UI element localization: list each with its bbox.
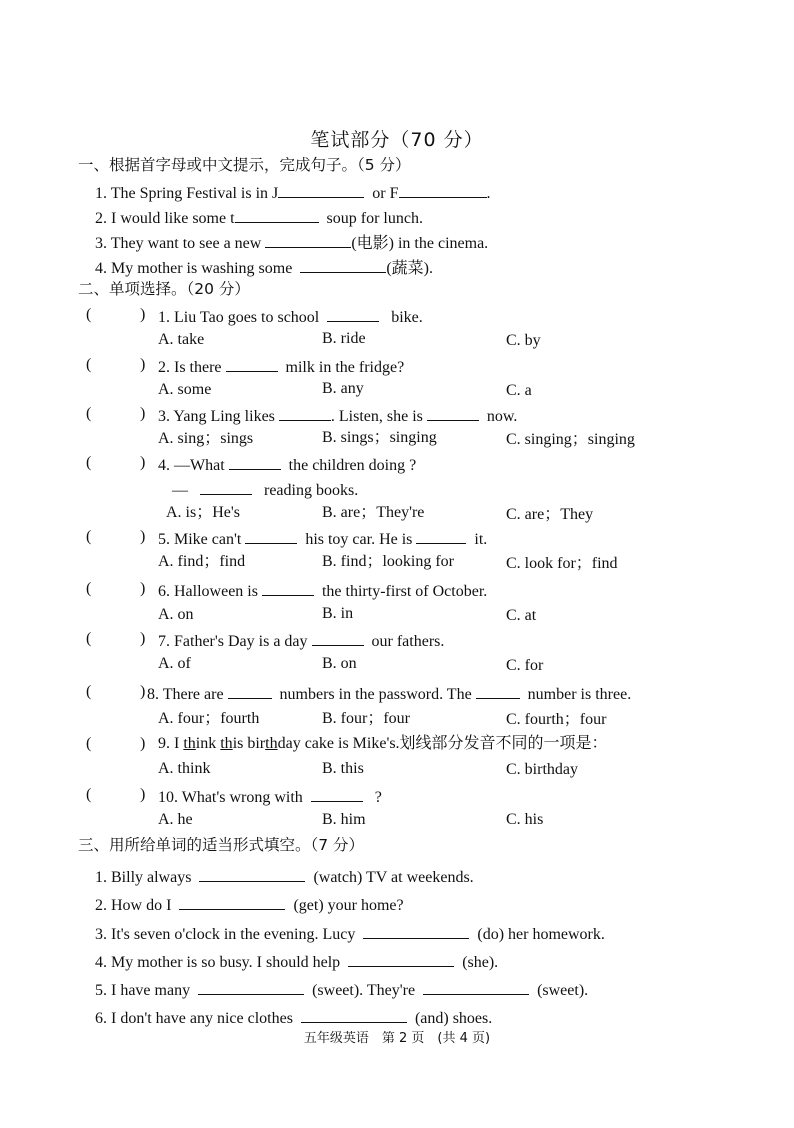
answer-paren-close: ) bbox=[140, 683, 146, 700]
option-a: A. think bbox=[158, 760, 211, 777]
s3-item-5 bbox=[95, 980, 588, 999]
text: soup for lunch. bbox=[326, 210, 423, 227]
answer-paren-close: ) bbox=[140, 630, 146, 647]
option-a: A. of bbox=[158, 655, 191, 672]
text: . bbox=[486, 185, 491, 202]
answer-blank[interactable] bbox=[279, 406, 331, 421]
text: number is three. bbox=[527, 686, 632, 703]
text: 2. How do I bbox=[95, 897, 172, 914]
answer-blank[interactable] bbox=[348, 952, 454, 967]
option-c: C. his bbox=[506, 811, 544, 828]
answer-paren-open[interactable]: ( bbox=[86, 454, 92, 471]
text: . Listen, she is bbox=[330, 408, 423, 425]
option-b: B. sings；singing bbox=[322, 429, 437, 446]
answer-paren-open[interactable]: ( bbox=[86, 630, 92, 647]
answer-blank[interactable] bbox=[235, 208, 319, 223]
answer-paren-open[interactable]: ( bbox=[86, 528, 92, 545]
text: (sweet). They're bbox=[312, 982, 416, 999]
mc-question-8 bbox=[147, 684, 631, 703]
answer-blank[interactable] bbox=[179, 895, 285, 910]
text: (watch) TV at weekends. bbox=[313, 869, 474, 886]
text: (do) her homework. bbox=[477, 926, 605, 943]
option-c: C. at bbox=[506, 607, 537, 624]
text: 4. My mother is so busy. I should help bbox=[95, 954, 341, 971]
text: 3. They want to see a new bbox=[95, 235, 262, 252]
answer-paren-open[interactable]: ( bbox=[86, 356, 92, 373]
mc-question-4 bbox=[158, 455, 416, 474]
text: 10. What's wrong with bbox=[158, 789, 303, 806]
text: (电影) in the cinema. bbox=[351, 235, 489, 252]
section-2-heading: 二、单项选择。（20 分） bbox=[78, 280, 250, 298]
underlined-letters: th bbox=[265, 735, 278, 752]
answer-blank[interactable] bbox=[300, 258, 386, 273]
text: 1. The Spring Festival is in J bbox=[95, 185, 279, 202]
answer-blank[interactable] bbox=[262, 581, 314, 596]
answer-paren-open[interactable]: ( bbox=[86, 786, 92, 803]
mc-question-10 bbox=[158, 787, 382, 806]
text: now. bbox=[486, 408, 518, 425]
text: reading books. bbox=[264, 482, 359, 499]
text: ink bbox=[195, 735, 221, 752]
text: the thirty-first of October. bbox=[321, 583, 488, 600]
option-c: C. birthday bbox=[506, 761, 578, 778]
text: 2. Is there bbox=[158, 359, 222, 376]
answer-paren-open[interactable]: ( bbox=[86, 405, 92, 422]
text: 1. Billy always bbox=[95, 869, 192, 886]
s3-item-1 bbox=[95, 867, 474, 886]
option-b: B. ride bbox=[322, 330, 366, 347]
text: 6. I don't have any nice clothes bbox=[95, 1010, 293, 1027]
underlined-letters: th bbox=[220, 735, 233, 752]
option-b: B. four；four bbox=[322, 710, 410, 727]
answer-paren-open[interactable]: ( bbox=[86, 306, 92, 323]
answer-paren-open[interactable]: ( bbox=[86, 580, 92, 597]
answer-blank[interactable] bbox=[312, 631, 364, 646]
text: is bir bbox=[232, 735, 266, 752]
option-c: C. for bbox=[506, 657, 544, 674]
text: ? bbox=[374, 789, 382, 806]
text: or F bbox=[372, 185, 399, 202]
s3-item-6 bbox=[95, 1008, 492, 1027]
option-b: B. are；They're bbox=[322, 504, 425, 521]
option-c: C. by bbox=[506, 332, 541, 349]
underlined-letters: th bbox=[183, 735, 196, 752]
mc-question-9 bbox=[158, 736, 608, 752]
text: (get) your home? bbox=[293, 897, 404, 914]
text: 4. My mother is washing some bbox=[95, 260, 293, 277]
text: bike. bbox=[391, 309, 423, 326]
option-b: B. any bbox=[322, 380, 364, 397]
s1-item-3 bbox=[95, 233, 488, 252]
text: 7. Father's Day is a day bbox=[158, 633, 308, 650]
mc-question-3 bbox=[158, 406, 517, 425]
answer-blank[interactable] bbox=[226, 357, 278, 372]
s3-item-4 bbox=[95, 952, 498, 971]
answer-blank[interactable] bbox=[476, 684, 520, 699]
answer-paren-open[interactable]: ( bbox=[86, 735, 92, 752]
answer-paren-close: ) bbox=[140, 735, 146, 752]
mc-question-7 bbox=[158, 631, 444, 650]
answer-blank[interactable] bbox=[245, 529, 297, 544]
section-3-heading: 三、用所给单词的适当形式填空。（7 分） bbox=[78, 836, 365, 854]
answer-paren-close: ) bbox=[140, 405, 146, 422]
answer-blank[interactable] bbox=[416, 529, 466, 544]
text: 5. Mike can't bbox=[158, 531, 242, 548]
option-a: A. he bbox=[158, 811, 193, 828]
text: the children doing ? bbox=[288, 457, 417, 474]
s3-item-3 bbox=[95, 924, 605, 943]
mc-question-5 bbox=[158, 529, 487, 548]
answer-paren-close: ) bbox=[140, 786, 146, 803]
mc-question-4-answer-line bbox=[172, 480, 358, 499]
option-a: A. sing；sings bbox=[158, 430, 254, 447]
option-a: A. is；He's bbox=[166, 504, 240, 521]
answer-blank[interactable] bbox=[399, 183, 487, 198]
text: 2. I would like some t bbox=[95, 210, 235, 227]
answer-blank[interactable] bbox=[301, 1008, 407, 1023]
answer-paren-close: ) bbox=[140, 356, 146, 373]
option-c: C. are；They bbox=[506, 506, 594, 523]
option-c: C. look for；find bbox=[506, 555, 618, 572]
s1-item-2 bbox=[95, 208, 423, 227]
text: (sweet). bbox=[537, 982, 589, 999]
option-a: A. find；find bbox=[158, 553, 246, 570]
option-a: A. take bbox=[158, 331, 205, 348]
answer-blank[interactable] bbox=[311, 787, 363, 802]
answer-paren-open[interactable]: ( bbox=[86, 683, 92, 700]
s1-item-4 bbox=[95, 258, 433, 277]
text: his toy car. He is bbox=[305, 531, 413, 548]
answer-blank[interactable] bbox=[199, 867, 305, 882]
text: 8. There are bbox=[147, 686, 224, 703]
option-b: B. this bbox=[322, 760, 364, 777]
section-1-heading: 一、根据首字母或中文提示，完成句子。（5 分） bbox=[78, 156, 411, 174]
text: our fathers. bbox=[371, 633, 445, 650]
answer-paren-close: ) bbox=[140, 454, 146, 471]
text: (and) shoes. bbox=[414, 1010, 493, 1027]
page-title: 笔试部分（70 分） bbox=[310, 129, 484, 151]
text: it. bbox=[474, 531, 488, 548]
answer-paren-close: ) bbox=[140, 528, 146, 545]
option-b: B. on bbox=[322, 655, 357, 672]
page-footer: 五年级英语 第 2 页 (共 4 页) bbox=[303, 1031, 491, 1046]
option-a: A. some bbox=[158, 381, 212, 398]
text: (蔬菜). bbox=[386, 260, 433, 277]
answer-blank[interactable] bbox=[363, 924, 469, 939]
answer-blank[interactable] bbox=[265, 233, 351, 248]
text: 6. Halloween is bbox=[158, 583, 258, 600]
option-a: A. on bbox=[158, 606, 194, 623]
text: — bbox=[172, 482, 188, 499]
mc-question-6 bbox=[158, 581, 487, 600]
answer-paren-close: ) bbox=[140, 306, 146, 323]
answer-blank[interactable] bbox=[228, 684, 272, 699]
text: day cake is Mike's.划线部分发音不同的一项是： bbox=[277, 735, 608, 752]
text: 3. Yang Ling likes bbox=[158, 408, 275, 425]
option-b: B. in bbox=[322, 605, 354, 622]
text: 9. I bbox=[158, 735, 184, 752]
answer-blank[interactable] bbox=[198, 980, 304, 995]
answer-blank[interactable] bbox=[427, 406, 479, 421]
text: 5. I have many bbox=[95, 982, 191, 999]
option-b: B. him bbox=[322, 811, 366, 828]
answer-blank[interactable] bbox=[423, 980, 529, 995]
mc-question-1 bbox=[158, 307, 423, 326]
text: 3. It's seven o'clock in the evening. Lucy bbox=[95, 926, 356, 943]
option-b: B. find；looking for bbox=[322, 553, 454, 570]
option-c: C. a bbox=[506, 382, 532, 399]
answer-blank[interactable] bbox=[229, 455, 281, 470]
text: (she). bbox=[462, 954, 499, 971]
text: 1. Liu Tao goes to school bbox=[158, 309, 320, 326]
answer-paren-close: ) bbox=[140, 580, 146, 597]
option-a: A. four；fourth bbox=[158, 710, 260, 727]
text: numbers in the password. The bbox=[279, 686, 472, 703]
text: 4. —What bbox=[158, 457, 225, 474]
s3-item-2 bbox=[95, 895, 404, 914]
answer-blank[interactable] bbox=[327, 307, 379, 322]
option-c: C. fourth；four bbox=[506, 711, 607, 728]
answer-blank[interactable] bbox=[200, 480, 252, 495]
s1-item-1 bbox=[95, 183, 491, 202]
mc-question-2 bbox=[158, 357, 404, 376]
text: milk in the fridge? bbox=[285, 359, 405, 376]
answer-blank[interactable] bbox=[278, 183, 364, 198]
option-c: C. singing；singing bbox=[506, 431, 635, 448]
